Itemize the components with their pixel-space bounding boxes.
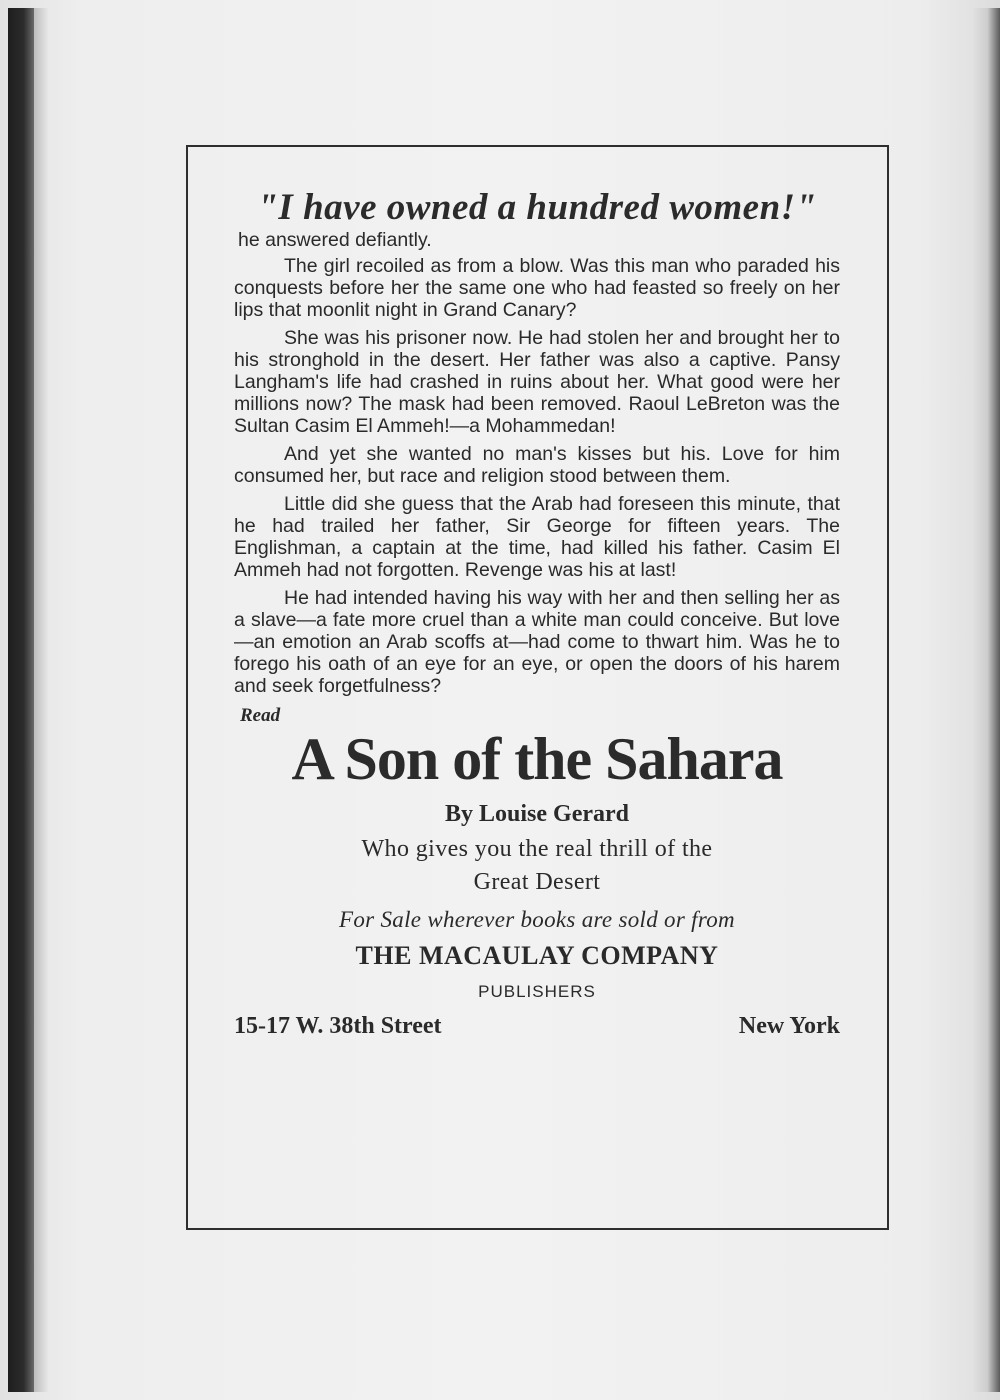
lead-line: he answered defiantly. xyxy=(238,229,432,251)
publisher-name: THE MACAULAY COMPANY xyxy=(355,941,719,970)
story-blurb xyxy=(234,229,840,697)
tagline-line-2: Great Desert xyxy=(473,869,601,895)
blurb-paragraph-5: He had intended having his way with her and then selling her as a slave—a fate more cruel than a white man could conceive. But love—an emotion an Arab scoffs at—had come to thwart him. Was he to forego his oath of an eye for an eye, or open the doors of his harem and seek forgetfulness? xyxy=(234,587,840,697)
blurb-paragraph-4: Little did she guess that the Arab had foreseen this minute, that he had trailed her father, Sir George for fifteen years. The Englishman, a captain at the time, had killed his father. Casim El Ammeh had not forgotten. Revenge was his at last! xyxy=(234,493,840,581)
page-edge-shadow xyxy=(972,8,1000,1392)
blurb-paragraph-1: The girl recoiled as from a blow. Was this man who paraded his conquests before her the same one who had feasted so freely on her lips that moonlit night in Grand Canary? xyxy=(234,255,840,321)
publishers-label: PUBLISHERS xyxy=(478,982,596,1001)
book-title: A Son of the Sahara xyxy=(291,726,783,792)
book-spine-shadow xyxy=(8,8,34,1392)
street-address: 15-17 W. 38th Street xyxy=(234,1013,442,1039)
for-sale-line: For Sale wherever books are sold or from xyxy=(339,907,735,932)
advertisement-frame xyxy=(186,145,889,1230)
advertisement-content xyxy=(234,187,840,1041)
blurb-paragraph-2: She was his prisoner now. He had stolen her and brought her to his stronghold in the desert. Her father was also a captive. Pansy Langham's life had crashed in ruins about her. What good were her millions now? The mask had been removed. Raoul LeBreton was the Sultan Casim El Ammeh!—a Mohammedan! xyxy=(234,327,840,437)
blurb-paragraph-3: And yet she wanted no man's kisses but his. Love for him consumed her, but race and religion stood between them. xyxy=(234,443,840,487)
tagline-line-1: Who gives you the real thrill of the xyxy=(361,836,713,862)
page-gutter xyxy=(34,8,48,1392)
author-line: By Louise Gerard xyxy=(445,801,629,827)
headline-quote: "I have owned a hundred women!" xyxy=(257,187,817,228)
publisher-address-row xyxy=(234,1011,840,1041)
city-name: New York xyxy=(738,1013,840,1039)
read-label: Read xyxy=(240,705,281,726)
